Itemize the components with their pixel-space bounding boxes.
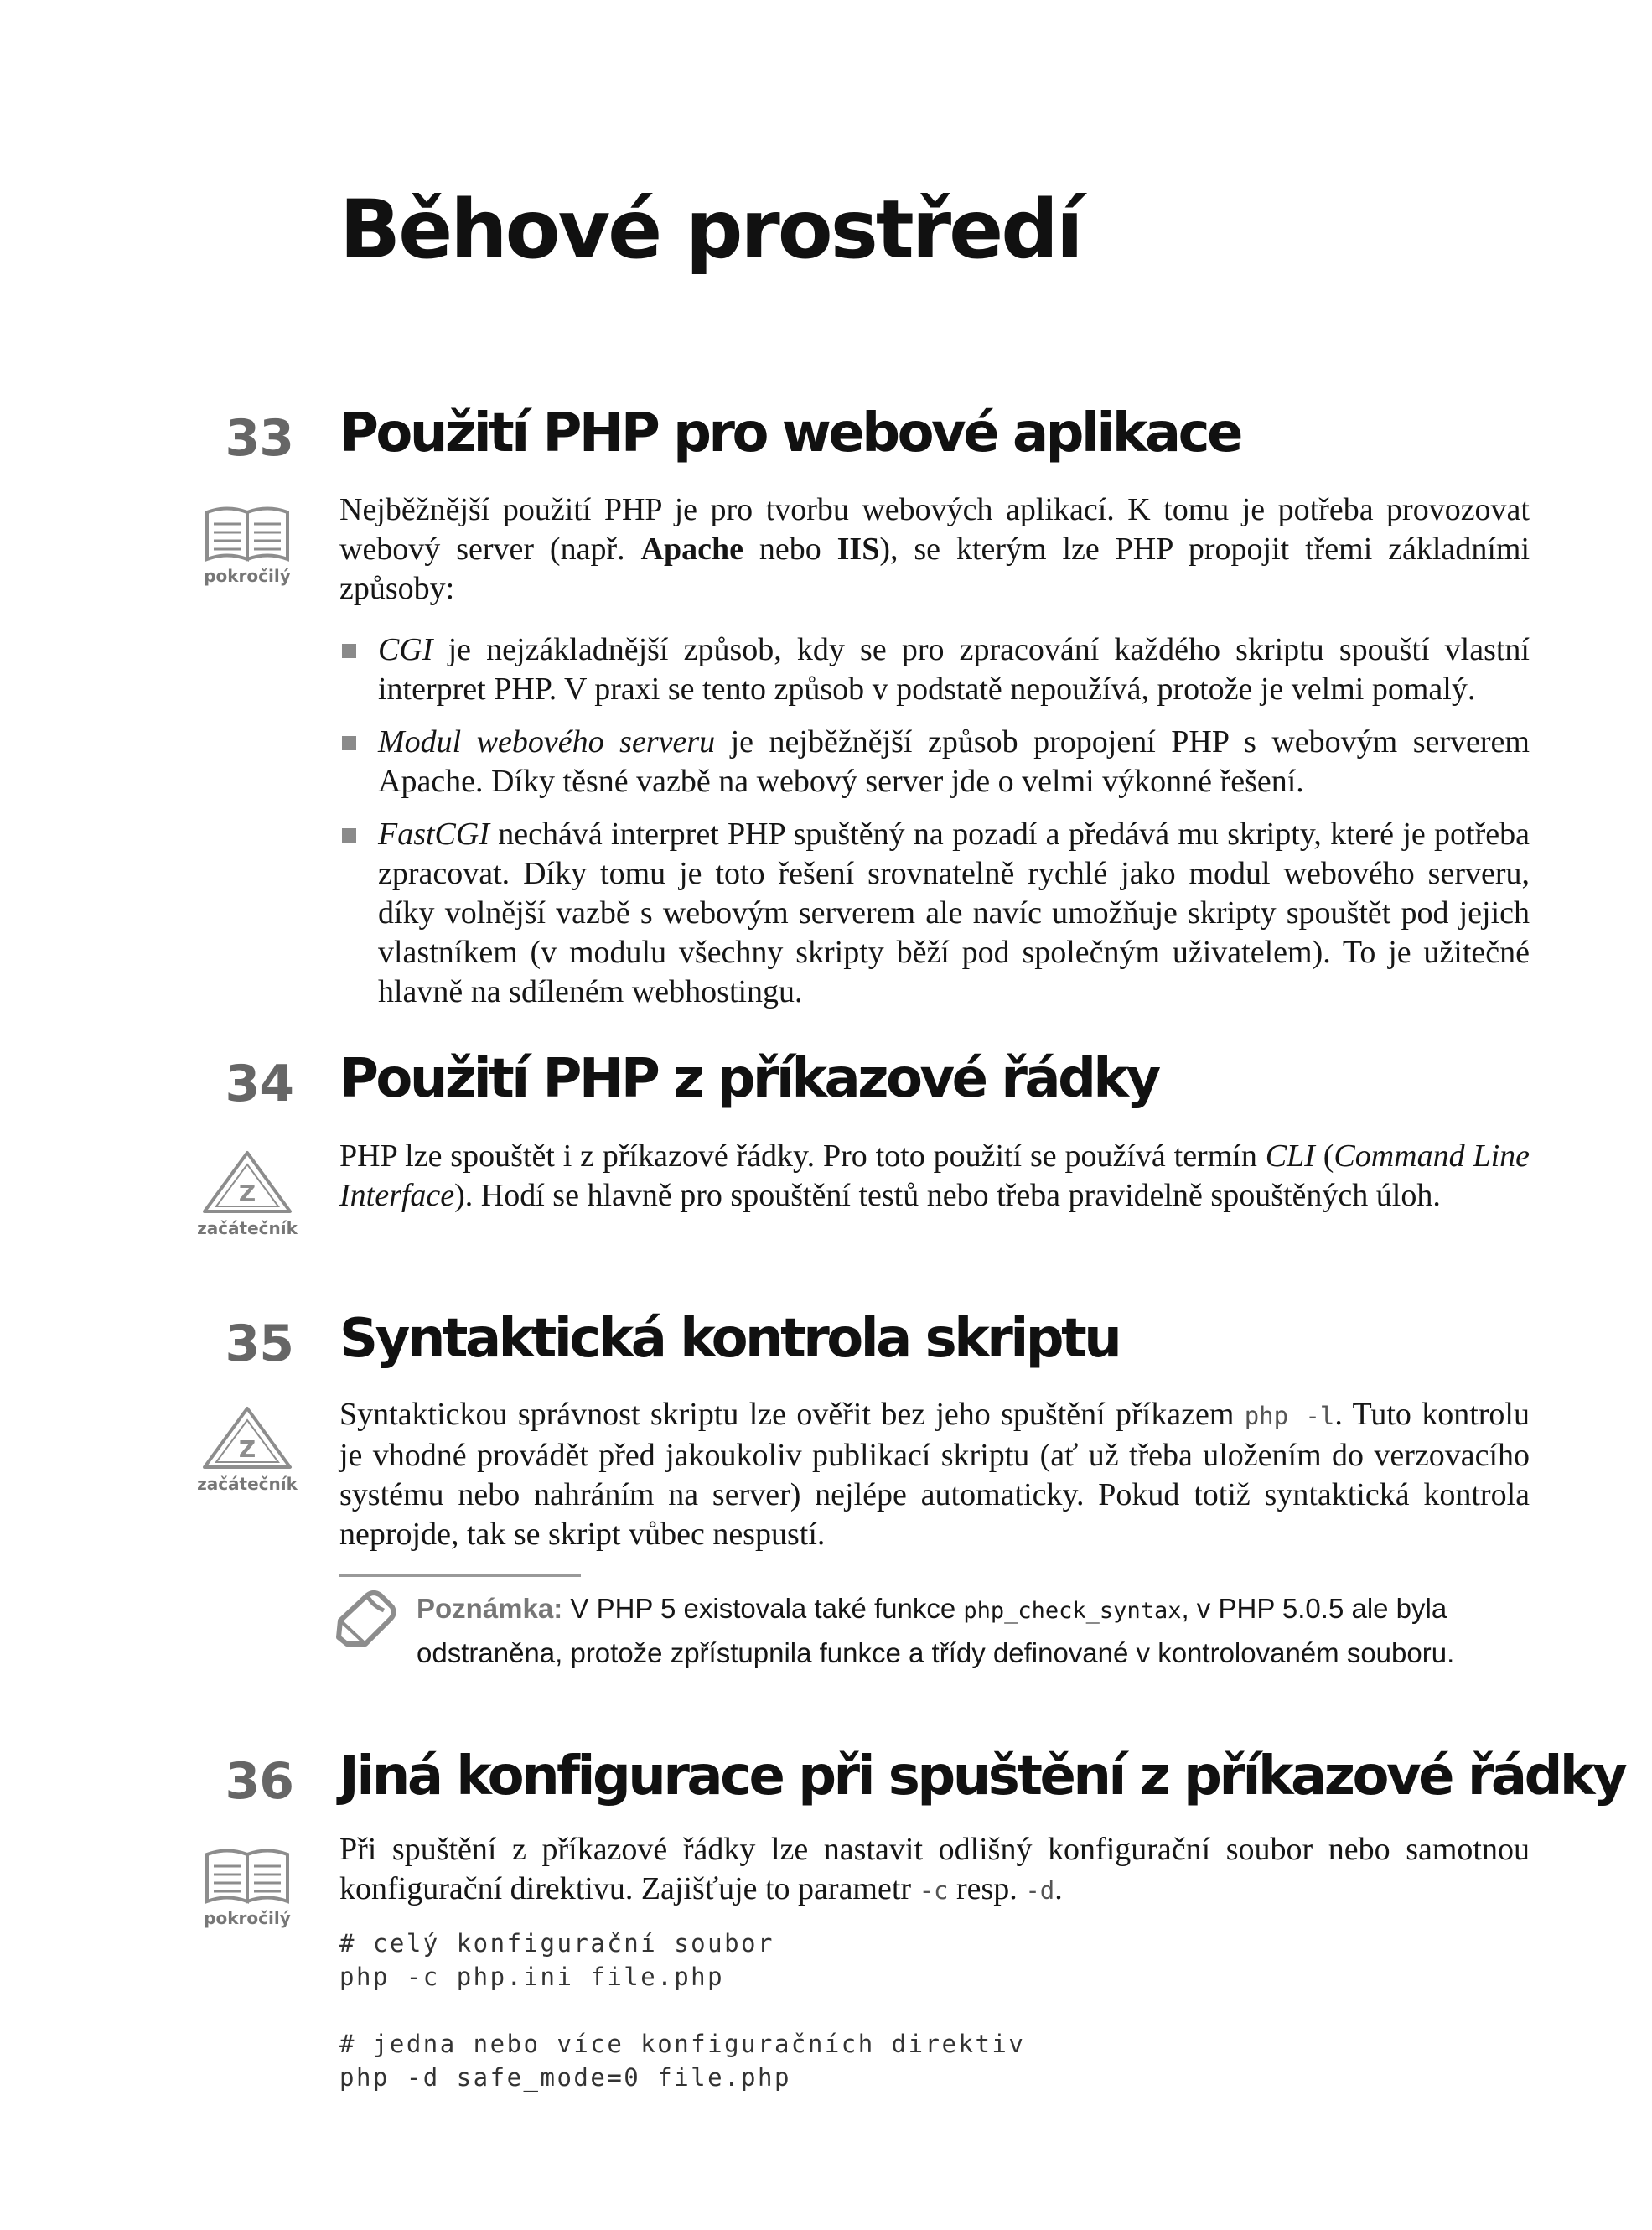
note-text: Poznámka: V PHP 5 existovala také funkce php_check_syntax, v PHP 5.0.5 ale byla odstraněna, protože zpřístupnila funkce a třídy definované v kontrolovaném souboru. [417, 1593, 1455, 1668]
paragraph: Nejběžnější použití PHP je pro tvorbu webových aplikací. K tomu je potřeba provozovat webový server (např. Apache nebo IIS), se kterým lze PHP propojit třemi základními způsoby: [339, 492, 1530, 606]
badge-letter: Z [238, 1180, 256, 1207]
section-number: 35 [225, 1315, 293, 1373]
badge-letter: Z [238, 1435, 256, 1463]
note-divider [339, 1574, 581, 1577]
section-number: 33 [225, 409, 293, 468]
level-label: pokročilý [204, 1908, 291, 1928]
code-line: php -c php.ini file.php [339, 1963, 725, 1991]
section-number: 34 [225, 1055, 293, 1113]
section-title: Použití PHP z příkazové řádky [339, 1048, 1158, 1110]
square-bullet-icon [342, 644, 356, 658]
note-label: Poznámka: [417, 1593, 563, 1624]
list-item: FastCGI nechává interpret PHP spuštěný na pozadí a předává mu skripty, které je potřeba zpracovat. Díky tomu je toto řešení srovnatelně rychlé jako modul webového serveru, díky volnější vazbě s webovým serverem ale navíc umožňuje skripty spouštět pod jejich vlastníkem (v modulu všechny skripty běží pod společným uživatelem). To je užitečné hlavně na sdíleném webhostingu. [339, 815, 1530, 1012]
section-number: 36 [225, 1752, 293, 1811]
code-line: # celý konfigurační soubor [339, 1929, 774, 1958]
open-book-icon [204, 506, 291, 563]
level-label: začátečník [197, 1218, 298, 1238]
level-beginner [197, 1405, 298, 1494]
inline-code: php -l [1244, 1402, 1335, 1430]
square-bullet-icon [342, 736, 356, 750]
list-item: Modul webového serveru je nejběžnější způsob propojení PHP s webovým serverem Apache. Díky těsné vazbě na webový server jde o velmi výkonné řešení. [339, 723, 1530, 801]
section-title: Syntaktická kontrola skriptu [339, 1308, 1120, 1370]
code-line: # jedna nebo více konfiguračních direktiv [339, 2030, 1026, 2058]
chapter-title: Běhové prostředí [339, 183, 1081, 277]
warning-triangle-icon [201, 1149, 293, 1215]
level-beginner [197, 1149, 298, 1238]
paragraph: Při spuštění z příkazové řádky lze nastavit odlišný konfigurační soubor nebo samotnou konfigurační direktivu. Zajišťuje to parametr -c resp. -d. [339, 1832, 1530, 1906]
inline-code: -c [919, 1876, 949, 1905]
open-book-icon [204, 1848, 291, 1905]
code-block [339, 1927, 1025, 2094]
note-pencil-icon [334, 1589, 399, 1653]
level-advanced [197, 506, 298, 586]
inline-code: php_check_syntax [963, 1598, 1182, 1624]
square-bullet-icon [342, 828, 356, 843]
level-label: začátečník [197, 1474, 298, 1494]
code-line: php -d safe_mode=0 file.php [339, 2063, 791, 2092]
section-title: Použití PHP pro webové aplikace [339, 402, 1240, 464]
warning-triangle-icon [201, 1405, 293, 1470]
level-label: pokročilý [204, 566, 291, 586]
level-advanced [197, 1848, 298, 1928]
paragraph: Syntaktickou správnost skriptu lze ověřit bez jeho spuštění příkazem php -l. Tuto kontrolu je vhodné provádět před jakoukoliv publikací skriptu (ať už třeba uložením do verzovacího systému nebo nahráním na server) nejlépe automaticky. Pokud totiž syntaktická kontrola neprojde, tak se skript vůbec nespustí. [339, 1397, 1530, 1552]
section-title: Jiná konfigurace při spuštění z příkazové řádky [339, 1745, 1625, 1807]
bullet-list [339, 630, 1530, 1025]
paragraph: PHP lze spouštět i z příkazové řádky. Pro toto použití se používá termín CLI (Command Line Interface). Hodí se hlavně pro spouštění testů nebo třeba pravidelně spouštěných úloh. [339, 1138, 1530, 1213]
list-item: CGI je nejzákladnější způsob, kdy se pro zpracování každého skriptu spouští vlastní interpret PHP. V praxi se tento způsob v podstatě nepoužívá, protože je velmi pomalý. [339, 630, 1530, 709]
inline-code: -d [1025, 1876, 1055, 1905]
